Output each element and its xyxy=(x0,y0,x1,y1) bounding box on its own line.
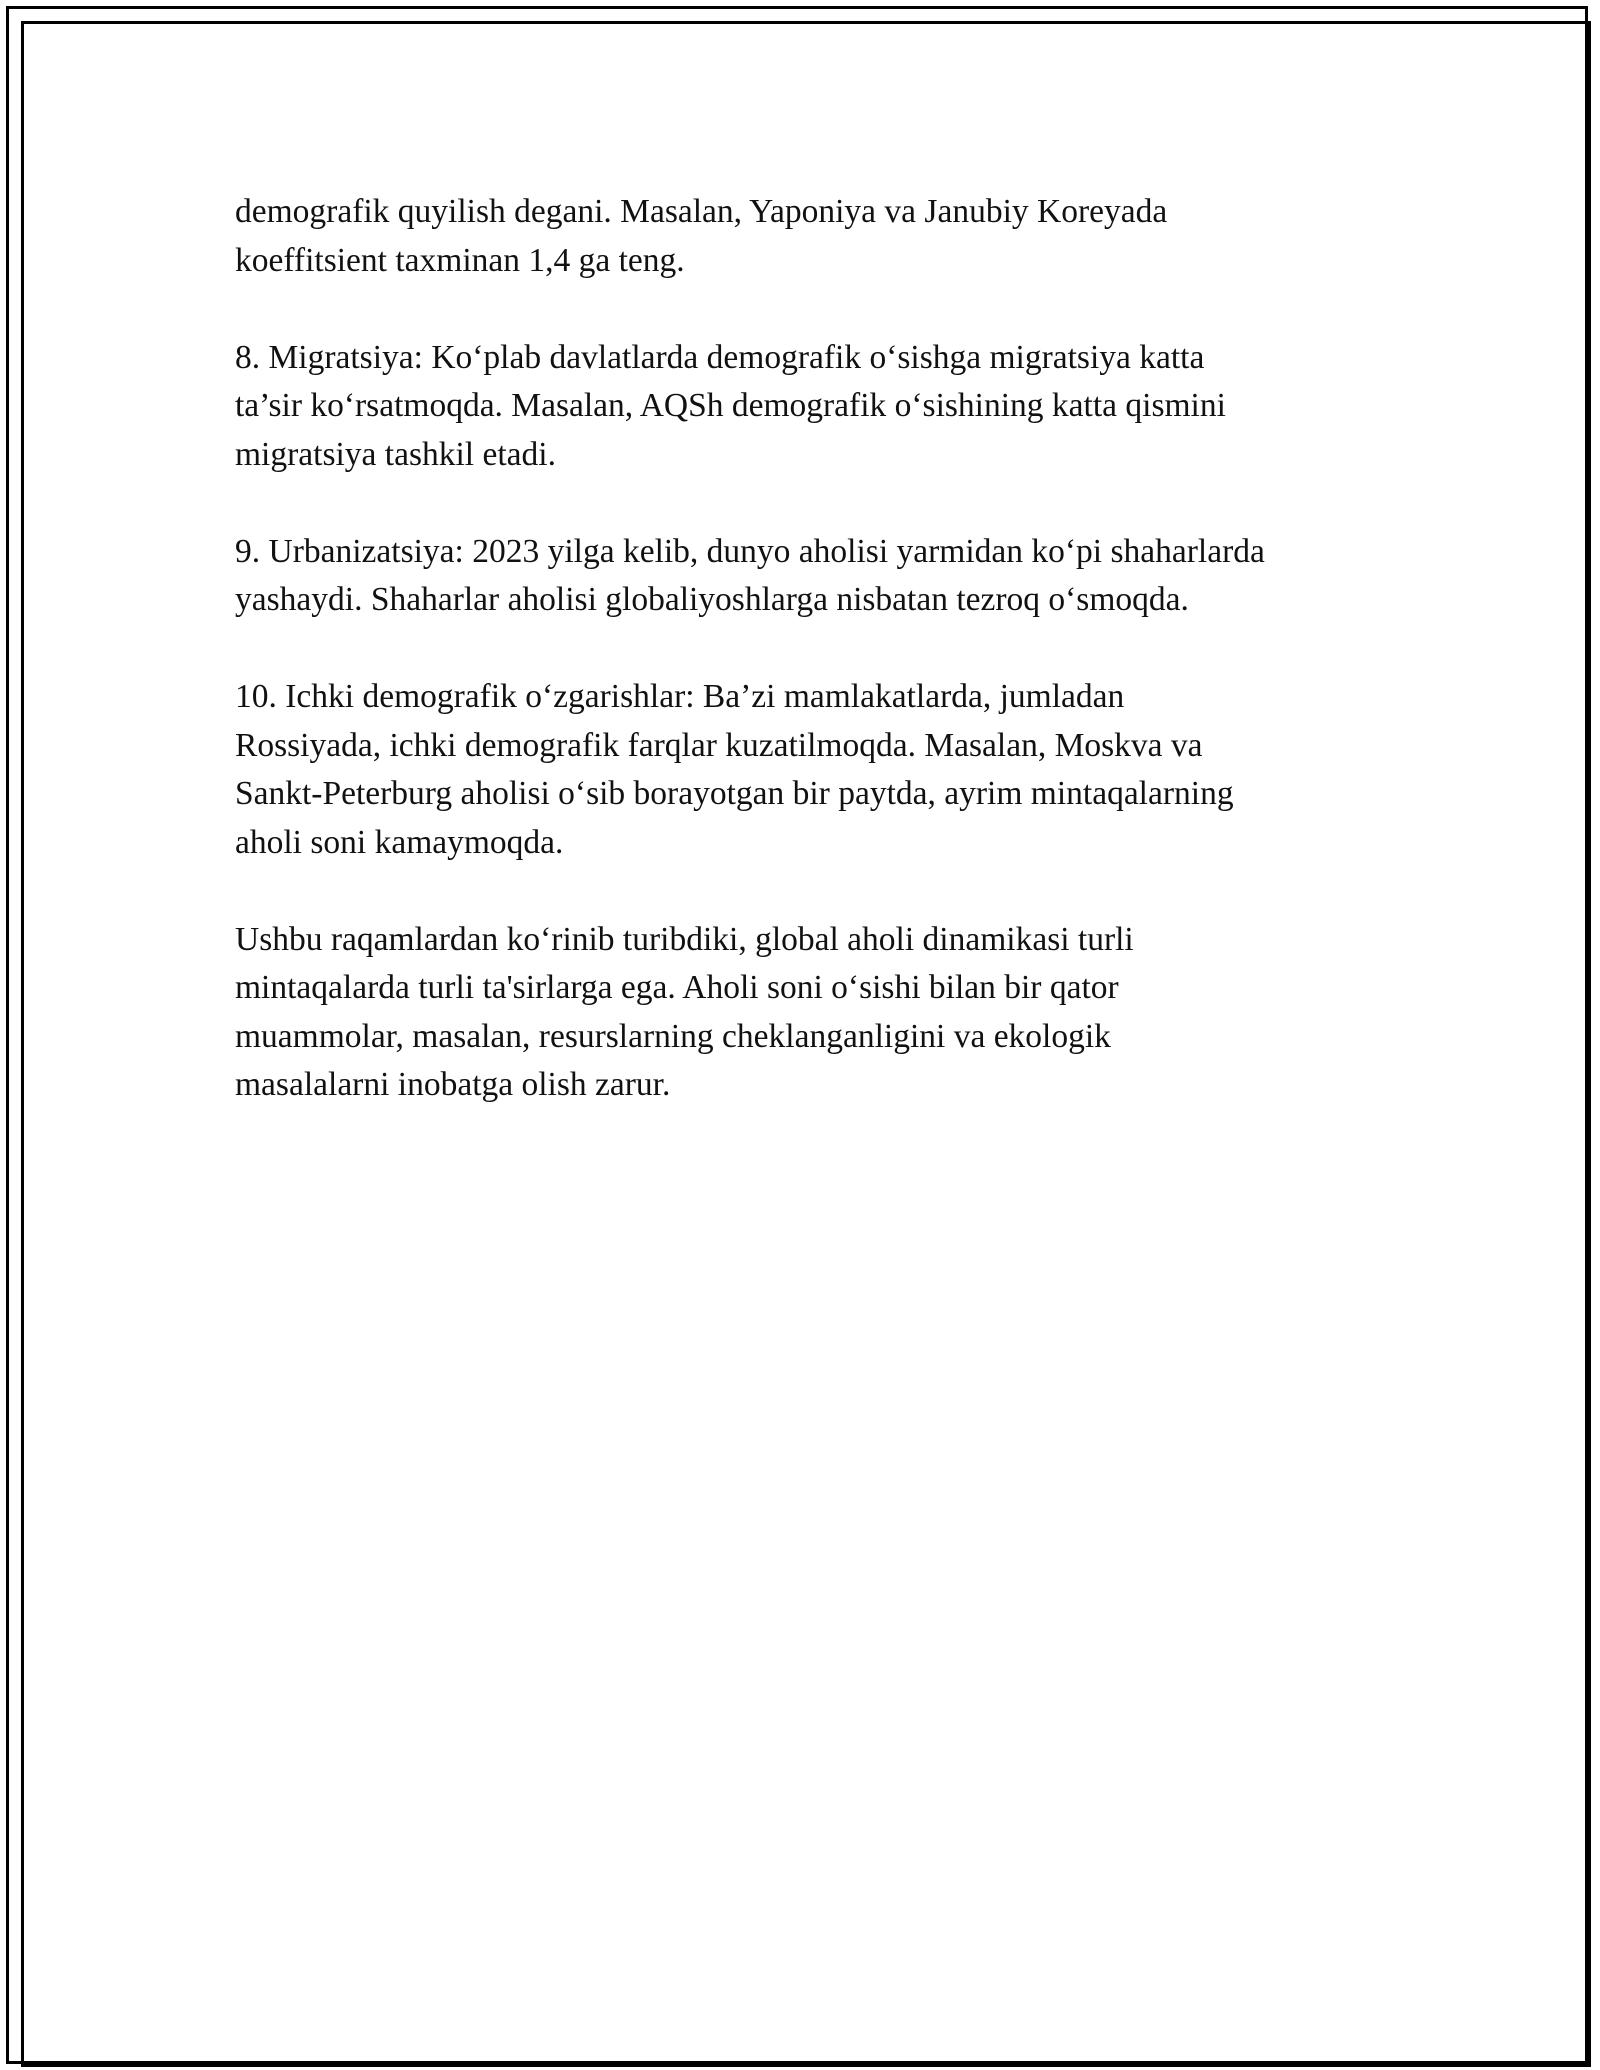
text-line: migratsiya tashkil etadi. xyxy=(235,435,556,473)
text-line: aholi soni kamaymoqda. xyxy=(235,823,564,861)
text-line: demografik quyilish degani. Masalan, Yaponiya va Janubiy Koreyada xyxy=(235,193,1168,230)
paragraph-migration xyxy=(235,334,1375,480)
paragraph-fertility-continuation xyxy=(235,188,1375,285)
paragraph-internal-changes xyxy=(235,673,1375,867)
text-line: masalalarni inobatga olish zarur. xyxy=(235,1066,671,1103)
text-line: yashaydi. Shaharlar aholisi globaliyoshlarga nisbatan tezroq o‘smoqda. xyxy=(235,581,1189,618)
paragraph-urbanization xyxy=(235,528,1375,625)
text-line: 8. Migratsiya: Ko‘plab davlatlarda demografik o‘sishga migratsiya katta xyxy=(235,338,1205,376)
text-line: muammolar, masalan, resurslarning cheklanganligini va ekologik xyxy=(235,1017,1111,1055)
text-line: Rossiyada, ichki demografik farqlar kuzatilmoqda. Masalan, Moskva va xyxy=(235,726,1203,764)
text-line: mintaqalarda turli ta'sirlarga ega. Aholi soni o‘sishi bilan bir qator xyxy=(235,969,1119,1006)
text-line: ta’sir ko‘rsatmoqda. Masalan, AQSh demografik o‘sishining katta qismini xyxy=(235,387,1226,424)
text-line: Ushbu raqamlardan ko‘rinib turibdiki, global aholi dinamikasi turli xyxy=(235,920,1134,958)
document-body xyxy=(235,188,1375,1158)
paragraph-conclusion xyxy=(235,916,1375,1110)
text-line: koeffitsient taxminan 1,4 ga teng. xyxy=(235,241,685,279)
text-line: 9. Urbanizatsiya: 2023 yilga kelib, dunyo aholisi yarmidan ko‘pi shaharlarda xyxy=(235,532,1265,570)
text-line: Sankt-Peterburg aholisi o‘sib borayotgan bir paytda, ayrim mintaqalarning xyxy=(235,775,1234,812)
text-line: 10. Ichki demografik o‘zgarishlar: Ba’zi mamlakatlarda, jumladan xyxy=(235,678,1125,715)
